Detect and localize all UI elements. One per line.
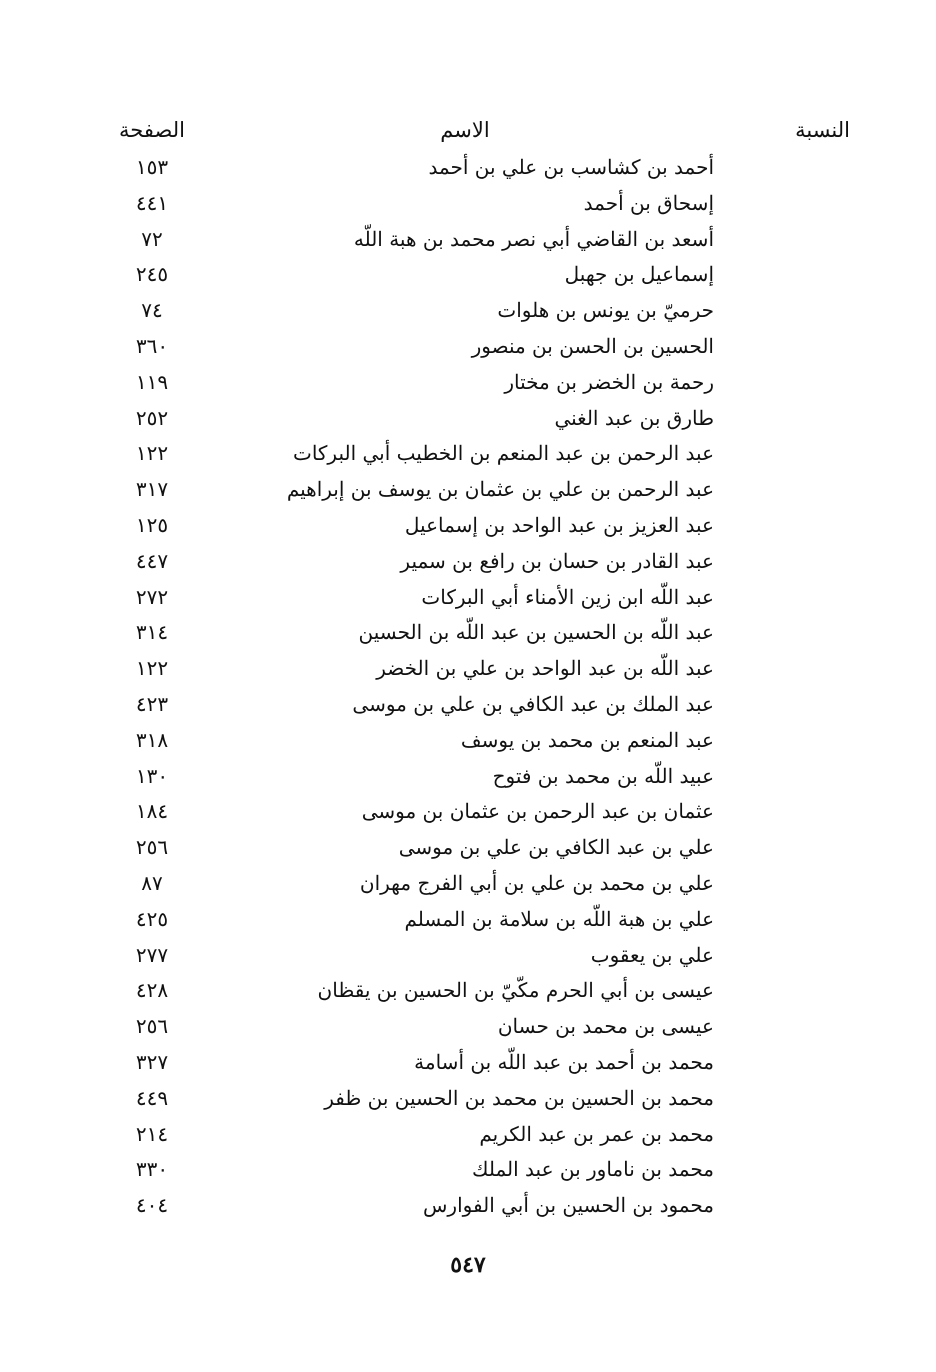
entry-page-number: ٤٢٥	[135, 906, 169, 931]
entry-page-number: ٢٥٢	[135, 405, 169, 430]
entry-page-number: ٣٣٠	[135, 1157, 169, 1182]
entry-name: عبيد اللّه بن محمد بن فتوح	[492, 763, 714, 788]
entry-name: طارق بن عبد الغني	[554, 405, 714, 430]
entry-name: محمد بن ناماور بن عبد الملك	[472, 1157, 714, 1182]
entry-page-number: ١٣٠	[135, 763, 169, 788]
page-number: ٥٤٧	[450, 1252, 486, 1278]
entry-name: عثمان بن عبد الرحمن بن عثمان بن موسى	[361, 799, 714, 824]
table-row	[0, 150, 936, 186]
table-row	[0, 222, 936, 258]
entry-name: علي بن هبة اللّه بن سلامة بن المسلم	[404, 906, 714, 931]
entry-name: عبد القادر بن حسان بن رافع بن سمير	[400, 548, 714, 573]
entry-page-number: ٢٧٧	[135, 942, 169, 967]
entry-page-number: ٣١٧	[135, 477, 169, 502]
entry-page-number: ٧٢	[141, 226, 163, 251]
entry-page-number: ٧٤	[141, 298, 163, 323]
header-page: الصفحة	[119, 118, 185, 142]
table-row	[0, 938, 936, 974]
table-row	[0, 723, 936, 759]
table-row	[0, 365, 936, 401]
entry-name: عبد الملك بن عبد الكافي بن علي بن موسى	[352, 691, 714, 716]
entry-name: علي بن محمد بن علي بن أبي الفرج مهران	[359, 870, 714, 895]
table-header	[0, 114, 936, 150]
entry-name: محمود بن الحسين بن أبي الفوارس	[423, 1193, 714, 1218]
entry-page-number: ١٢٥	[135, 512, 169, 537]
entry-page-number: ١١٩	[135, 369, 169, 394]
table-row	[0, 329, 936, 365]
entry-page-number: ٣٦٠	[135, 333, 169, 358]
table-row	[0, 651, 936, 687]
entry-page-number: ٨٧	[141, 870, 163, 895]
entry-page-number: ٤٢٨	[135, 978, 169, 1003]
entry-name: عبد اللّه ابن زين الأمناء أبي البركات	[421, 584, 714, 609]
table-row	[0, 472, 936, 508]
table-row	[0, 1188, 936, 1224]
entry-page-number: ١٢٢	[135, 441, 169, 466]
entry-name: عبد الرحمن بن عبد المنعم بن الخطيب أبي البركات	[292, 441, 714, 466]
table-row	[0, 794, 936, 830]
table-row	[0, 257, 936, 293]
table-row	[0, 830, 936, 866]
entry-page-number: ٢٥٦	[135, 1014, 169, 1039]
entry-page-number: ٢٥٦	[135, 835, 169, 860]
entry-name: أسعد بن القاضي أبي نصر محمد بن هبة اللّه	[353, 226, 714, 251]
entry-name: محمد بن أحمد بن عبد اللّه بن أسامة	[414, 1049, 714, 1074]
table-row	[0, 1081, 936, 1117]
entry-page-number: ٤٢٣	[135, 691, 169, 716]
table-row	[0, 866, 936, 902]
entry-name: علي بن عبد الكافي بن علي بن موسى	[398, 835, 714, 860]
entry-name: عبد اللّه بن الحسين بن عبد اللّه بن الحسين	[358, 620, 714, 645]
table-row	[0, 902, 936, 938]
table-row	[0, 1045, 936, 1081]
table-row	[0, 580, 936, 616]
table-row	[0, 544, 936, 580]
table-row	[0, 687, 936, 723]
entry-page-number: ٤٤٩	[135, 1085, 169, 1110]
index-table	[0, 150, 936, 1224]
entry-name: الحسين بن الحسن بن منصور	[471, 333, 714, 358]
table-row	[0, 1009, 936, 1045]
entry-page-number: ١٥٣	[135, 155, 169, 179]
table-row	[0, 401, 936, 437]
entry-name: محمد بن الحسين بن محمد بن الحسين بن ظفر	[324, 1085, 714, 1110]
entry-name: محمد بن عمر بن عبد الكريم	[479, 1121, 714, 1146]
table-row	[0, 1117, 936, 1153]
entry-name: عبد الرحمن بن علي بن عثمان بن يوسف بن إبراهيم	[286, 477, 714, 502]
entry-name: حرميّ بن يونس بن هلوات	[497, 298, 714, 323]
table-row	[0, 759, 936, 795]
entry-page-number: ١٨٤	[135, 799, 169, 824]
table-row	[0, 186, 936, 222]
table-row	[0, 436, 936, 472]
table-row	[0, 293, 936, 329]
entry-name: أحمد بن كشاسب بن علي بن أحمد	[428, 155, 714, 179]
entry-name: عبد اللّه بن عبد الواحد بن علي بن الخضر	[376, 656, 714, 681]
entry-name: إسماعيل بن جهبل	[564, 262, 714, 287]
entry-page-number: ٢٤٥	[135, 262, 169, 287]
entry-page-number: ١٢٢	[135, 656, 169, 681]
entry-name: إسحاق بن أحمد	[583, 190, 714, 215]
entry-page-number: ٢٧٢	[135, 584, 169, 609]
entry-name: عيسى بن محمد بن حسان	[497, 1014, 714, 1039]
entry-page-number: ٤٤١	[135, 190, 169, 215]
entry-name: عيسى بن أبي الحرم مكّيّ بن الحسين بن يقظان	[317, 978, 714, 1003]
entry-name: علي بن يعقوب	[590, 942, 714, 967]
header-nisba: النسبة	[795, 118, 850, 142]
entry-page-number: ٣١٤	[135, 620, 169, 645]
table-row	[0, 508, 936, 544]
entry-page-number: ٢١٤	[135, 1121, 169, 1146]
entry-name: عبد العزيز بن عبد الواحد بن إسماعيل	[404, 512, 714, 537]
entry-page-number: ٤٤٧	[135, 548, 169, 573]
entry-name: رحمة بن الخضر بن مختار	[504, 369, 714, 394]
header-name: الاسم	[440, 118, 490, 142]
entry-page-number: ٣١٨	[135, 727, 169, 752]
entry-page-number: ٤٠٤	[135, 1193, 169, 1218]
table-row	[0, 1152, 936, 1188]
table-row	[0, 973, 936, 1009]
entry-name: عبد المنعم بن محمد بن يوسف	[460, 727, 714, 752]
table-row	[0, 615, 936, 651]
entry-page-number: ٣٢٧	[135, 1049, 169, 1074]
